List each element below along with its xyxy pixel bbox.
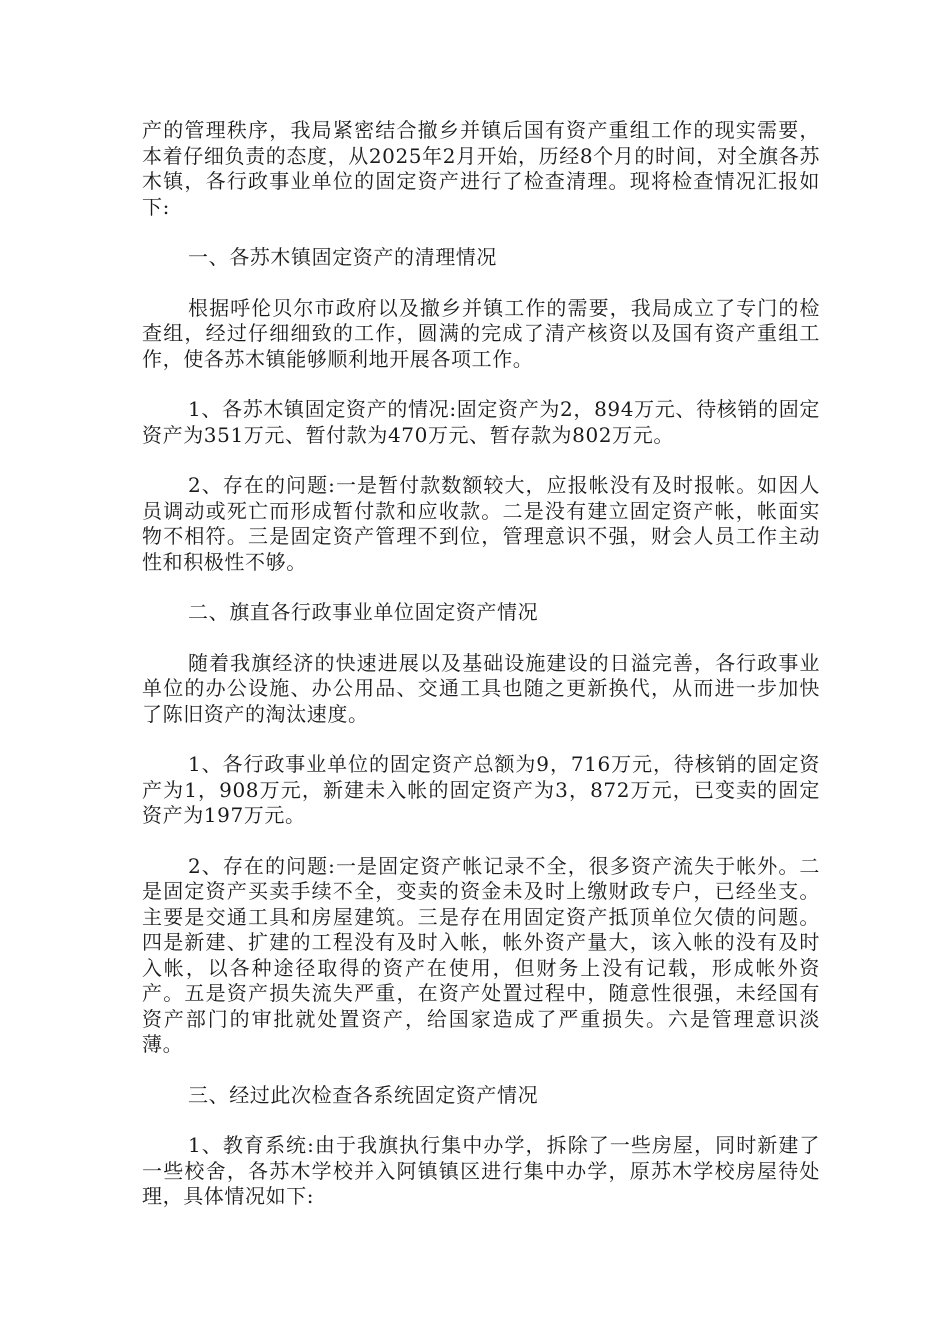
section-heading-1: 一、各苏木镇固定资产的清理情况 — [188, 245, 497, 269]
document-page — [142, 118, 820, 1235]
paragraph: 2、存在的问题:一是固定资产帐记录不全，很多资产流失于帐外。二是固定资产买卖手续不全，变卖的资金未及时上缴财政专户，已经坐支。主要是交通工具和房屋建筑。三是存在用固定资产抵顶单位欠债的问题。四是新建、扩建的工程没有及时入帐，帐外资产量大，该入帐的没有及时入帐，以各种途径取得的资产在使用，但财务上没有记载，形成帐外资产。五是资产损失流失严重，在资产处置过程中，随意性很强，未经国有资产部门的审批就处置资产，给国家造成了严重损失。六是管理意识淡薄。 — [142, 853, 820, 1056]
section-heading-2: 二、旗直各行政事业单位固定资产情况 — [188, 600, 539, 624]
paragraph: 1、各苏木镇固定资产的情况:固定资产为2，894万元、待核销的固定资产为351万元、暂付款为470万元、暂存款为802万元。 — [142, 397, 820, 447]
paragraph-intro: 产的管理秩序，我局紧密结合撤乡并镇后国有资产重组工作的现实需要，本着仔细负责的态度，从2025年2月开始，历经8个月的时间，对全旗各苏木镇，各行政事业单位的固定资产进行了检查清理。现将检查情况汇报如下: — [142, 118, 820, 219]
paragraph: 根据呼伦贝尔市政府以及撤乡并镇工作的需要，我局成立了专门的检查组，经过仔细细致的工作，圆满的完成了清产核资以及国有资产重组工作，使各苏木镇能够顺利地开展各项工作。 — [142, 295, 820, 371]
paragraph: 2、存在的问题:一是暂付款数额较大，应报帐没有及时报帐。如因人员调动或死亡而形成暂付款和应收款。二是没有建立固定资产帐，帐面实物不相符。三是固定资产管理不到位，管理意识不强，财会人员工作主动性和积极性不够。 — [142, 473, 820, 574]
paragraph: 1、各行政事业单位的固定资产总额为9，716万元，待核销的固定资产为1，908万元，新建未入帐的固定资产为3，872万元，已变卖的固定资产为197万元。 — [142, 752, 820, 827]
section-heading-3: 三、经过此次检查各系统固定资产情况 — [188, 1082, 539, 1107]
paragraph: 随着我旗经济的快速进展以及基础设施建设的日溢完善，各行政事业单位的办公设施、办公用品、交通工具也随之更新换代，从而进一步加快了陈旧资产的淘汰速度。 — [142, 650, 820, 726]
paragraph: 1、教育系统:由于我旗执行集中办学，拆除了一些房屋，同时新建了一些校舍，各苏木学校并入阿镇镇区进行集中办学，原苏木学校房屋待处理，具体情况如下: — [142, 1133, 820, 1208]
